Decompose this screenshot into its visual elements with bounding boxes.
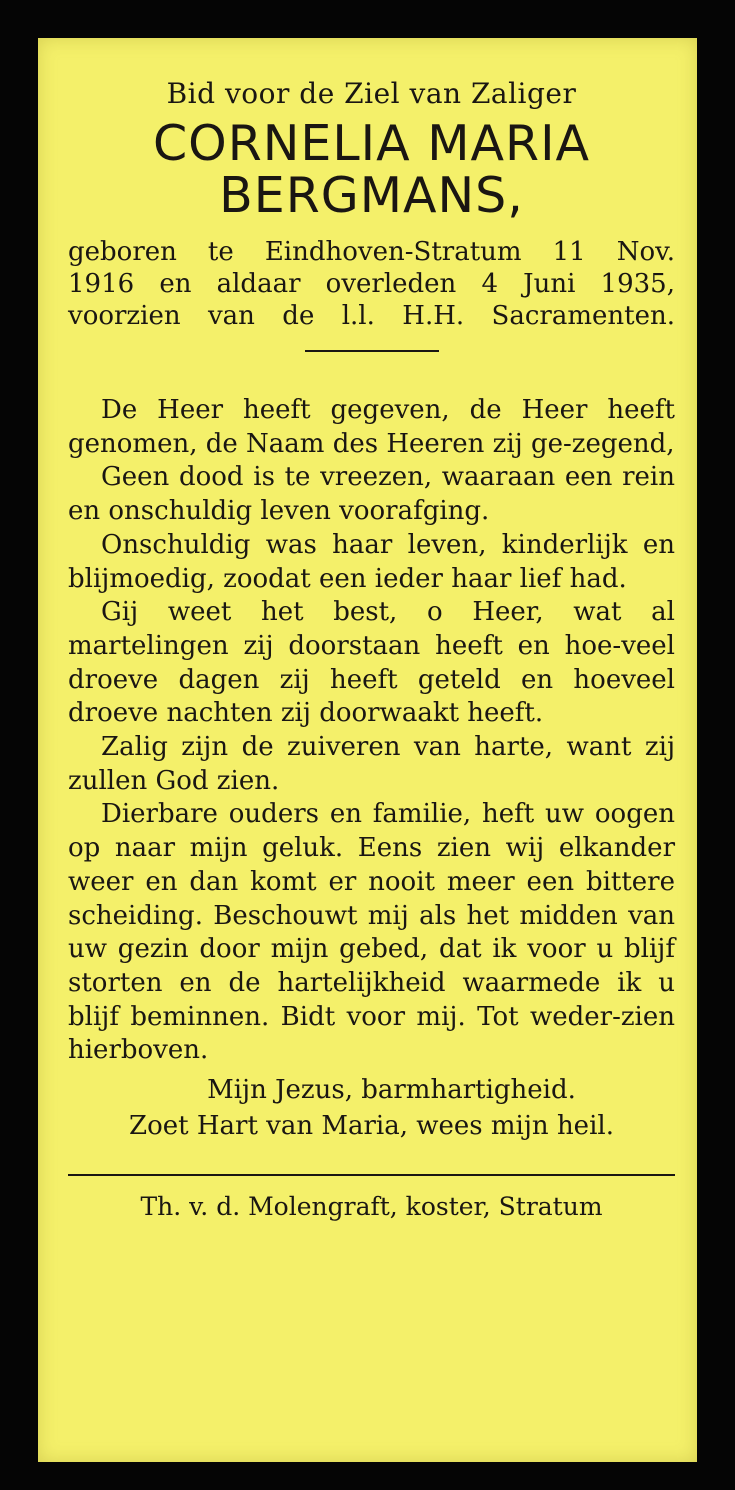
death-line: 1916 en aldaar overleden 4 Juni 1935, <box>68 269 675 299</box>
printer-credit: Th. v. d. Molengraft, koster, Stratum <box>140 1192 603 1222</box>
paragraph: Zalig zijn de zuiveren van harte, want zij zullen God zien. <box>68 732 675 796</box>
card-content <box>68 38 675 1222</box>
paragraph: Geen dood is te vreezen, waaraan een rein en onschuldig leven voorafging. <box>68 462 675 527</box>
birth-line: geboren te Eindhoven-Stratum 11 Nov. <box>68 237 675 267</box>
paragraph: Onschuldig was haar leven, kinderlijk en blijmoedig, zoodat een ieder haar lief had. <box>68 529 675 594</box>
birth-death-details <box>68 236 675 332</box>
paragraph: Gij weet het best, o Heer, wat al martelingen zij doorstaan heeft en hoe-veel droeve dagen zij heeft geteld en hoeveel droeve nachten zij doorwaakt heeft. <box>68 597 675 729</box>
long-divider <box>68 1174 675 1176</box>
short-divider <box>305 350 439 352</box>
deceased-name-first: CORNELIA MARIA <box>152 115 591 172</box>
prayer-header: Bid voor de Ziel van Zaliger <box>166 77 577 110</box>
memorial-text <box>68 394 675 1068</box>
invocation-maria: Zoet Hart van Maria, wees mijn heil. <box>129 1111 614 1142</box>
memorial-card <box>38 38 697 1462</box>
sacraments-line: voorzien van de l.l. H.H. Sacramenten. <box>68 301 675 331</box>
invocation-jesus: Mijn Jezus, barmhartigheid. <box>207 1075 576 1106</box>
deceased-name-last: BERGMANS, <box>219 167 524 224</box>
closing-invocations <box>68 1072 675 1144</box>
paragraph: Dierbare ouders en familie, heft uw oogen op naar mijn geluk. Eens zien wij elkander weer en dan komt er nooit meer een bittere scheiding. Beschouwt mij als het midden van uw gezin door mijn gebed, dat ik voor u blijf storten en de hartelijkheid waarmede ik u blijf beminnen. Bidt voor mij. Tot weder-zien hierboven. <box>68 799 675 1066</box>
paragraph: De Heer heeft gegeven, de Heer heeft genomen, de Naam des Heeren zij ge-zegend, <box>68 395 675 459</box>
